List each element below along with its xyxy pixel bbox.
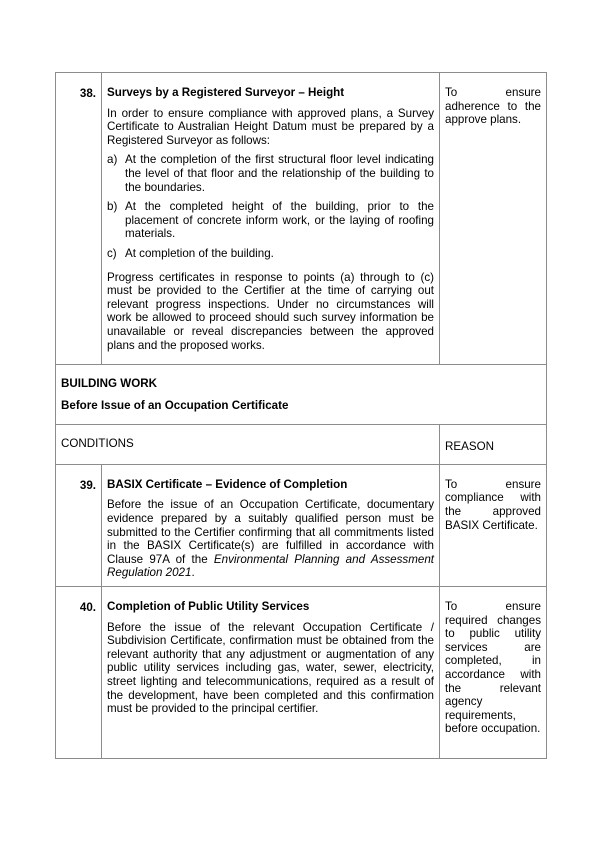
condition-row-40	[56, 586, 547, 758]
condition-row-38	[56, 73, 547, 365]
condition-number: 40.	[56, 586, 102, 758]
conditions-table	[55, 72, 547, 759]
list-item	[107, 153, 434, 194]
list-item-text: At completion of the building.	[125, 246, 274, 260]
list-item-label: c)	[107, 246, 117, 260]
column-header-row	[56, 425, 547, 465]
condition-reason: To ensure adherence to the approve plans.	[440, 73, 547, 365]
condition-number: 38.	[56, 73, 102, 365]
condition-text-main: Before the issue of an Occupation Certificate, documentary evidence prepared by a suitably qualified person must be submitted to the Certifier confirming that all commitments listed in the BASIX Certificate(s) are fulfilled in accordance with Clause 97A of the	[107, 498, 434, 566]
list-item	[107, 247, 434, 261]
condition-title: Completion of Public Utility Services	[107, 599, 310, 613]
section-heading: BUILDING WORK	[61, 377, 157, 390]
condition-body	[102, 464, 440, 586]
section-subheading: Before Issue of an Occupation Certificate	[61, 398, 289, 412]
condition-row-39	[56, 464, 547, 586]
section-header-row	[56, 365, 547, 425]
condition-text	[107, 498, 434, 580]
condition-reason: To ensure compliance with the approved BASIX Certificate.	[440, 464, 547, 586]
list-item-label: b)	[107, 200, 118, 214]
column-header-reason: REASON	[440, 425, 547, 465]
condition-title: BASIX Certificate – Evidence of Completion	[107, 477, 348, 491]
list-item-text: At the completion of the first structural floor level indicating the level of that floor and the relationship of the building to the boundaries.	[125, 153, 434, 194]
condition-text: Before the issue of the relevant Occupation Certificate / Subdivision Certificate, confirmation must be obtained from the relevant authority that any adjustment or augmentation of any public utility services including gas, water, sewer, electricity, street lighting and telecommunications, required as a result of the development, have been completed and this confirmation must be provided to the principal certifier.	[107, 620, 434, 716]
condition-text-end: .	[191, 566, 195, 580]
condition-closing: Progress certificates in response to points (a) through to (c) must be provided to the Certifier at the time of carrying out relevant progress inspections. Under no circumstances will work be allowed to proceed should such survey information be unavailable or reveal discrepancies between the approved plans and the proposed works.	[107, 270, 434, 352]
list-item	[107, 200, 434, 241]
list-item-label: a)	[107, 153, 118, 167]
section-header	[56, 365, 547, 425]
condition-title: Surveys by a Registered Surveyor – Height	[107, 86, 345, 99]
condition-body	[102, 73, 440, 365]
list-item-text: At the completed height of the building, prior to the placement of concrete inform work, or the laying of roofing materials.	[125, 200, 434, 241]
condition-number: 39.	[56, 464, 102, 586]
column-header-conditions: CONDITIONS	[56, 425, 440, 465]
condition-intro: In order to ensure compliance with approved plans, a Survey Certificate to Australian Height Datum must be prepared by a Registered Surveyor as follows:	[107, 106, 434, 147]
condition-body	[102, 586, 440, 758]
regulation-name: Environmental Planning and Assessment Regulation 2021	[107, 552, 435, 580]
condition-reason: To ensure required changes to public utility services are completed, in accordance with the relevant agency requirements, before occupation.	[440, 586, 547, 758]
